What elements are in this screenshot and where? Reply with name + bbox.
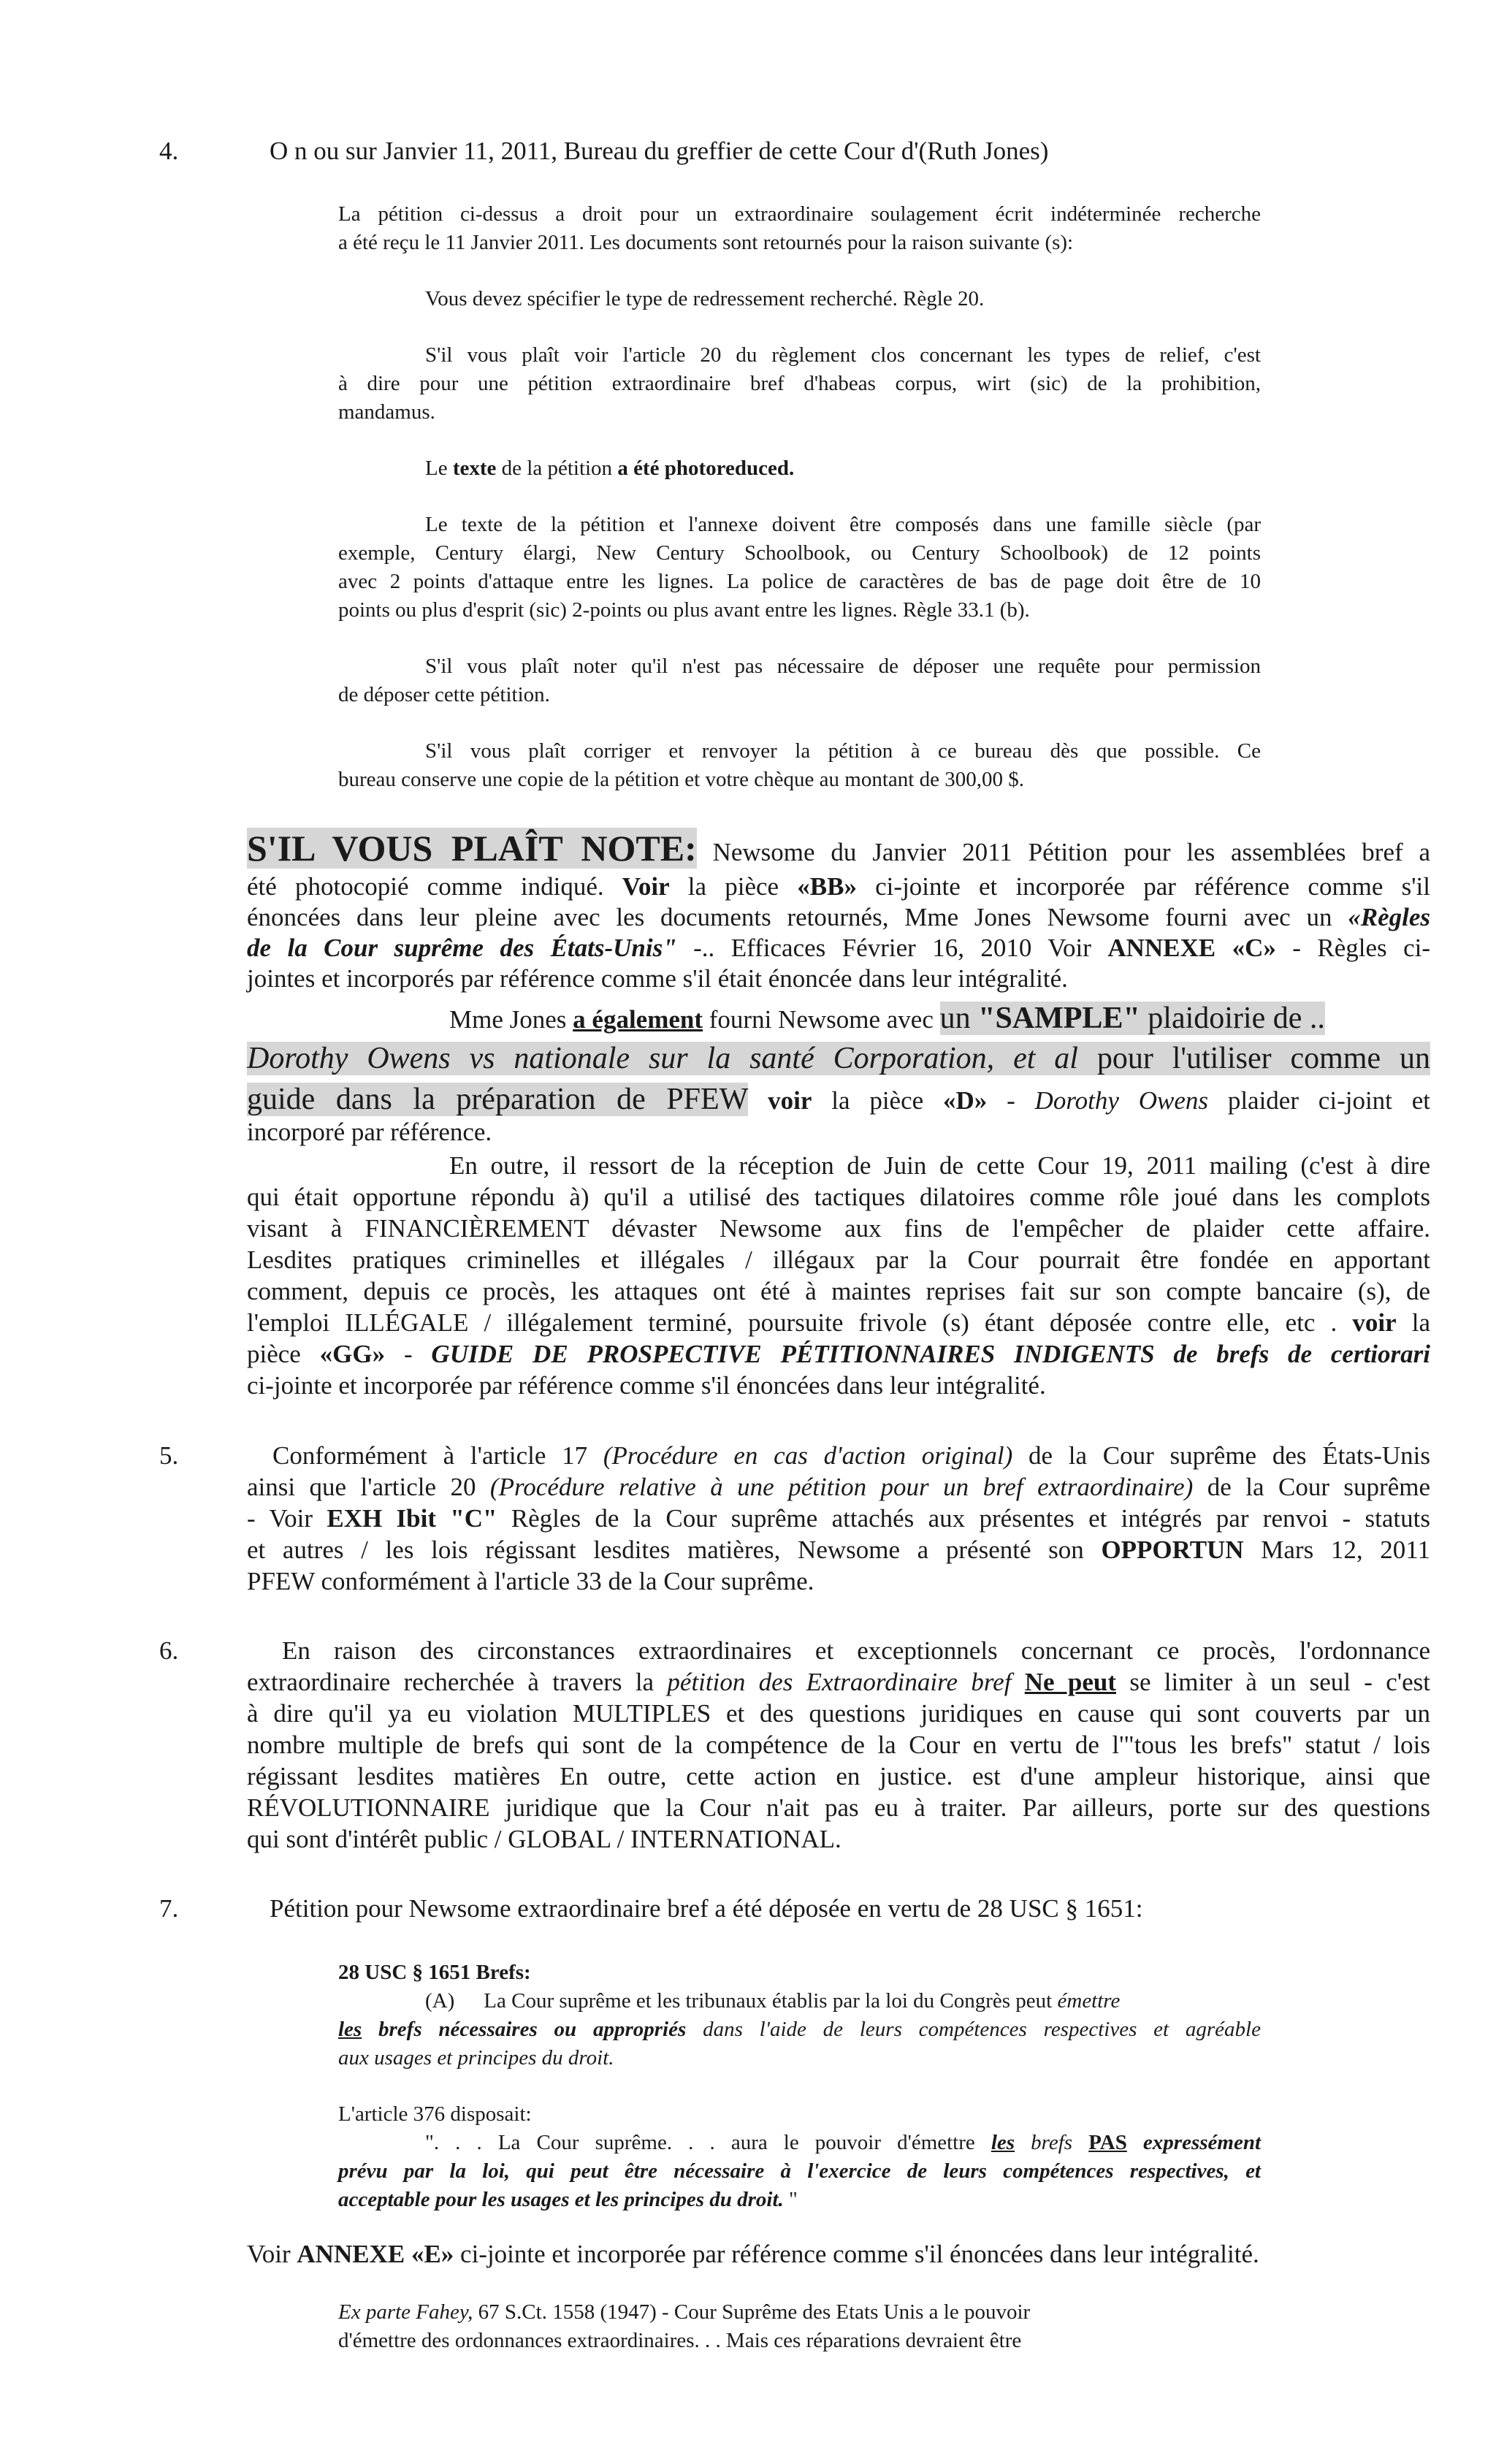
statute-line: L'article 376 disposait: [338, 2102, 532, 2126]
note-line [449, 1001, 1325, 1036]
text-run: et autres / les lois régissant lesdites matières, Newsome a présenté son [247, 1536, 1102, 1564]
case-line [338, 2300, 1030, 2324]
text-run [1011, 1668, 1024, 1696]
case-line: d'émettre des ordonnances extraordinaires. . . Mais ces réparations devraient être [338, 2329, 1022, 2352]
text-run: Newsome du Janvier 2011 Pétition pour les assemblées bref a [712, 838, 1431, 866]
letter-line: La pétition ci-dessus a droit pour un extraordinaire soulagement écrit indéterminée recherche [338, 202, 1261, 226]
statute-title: 28 USC § 1651 Brefs: [338, 1961, 531, 1984]
statute-line: aux usages et principes du droit. [338, 2046, 614, 2070]
text-run: Dorothy Owens vs nationale sur la santé Corporation, et al [247, 1042, 1078, 1075]
note-line: incorporé par référence. [247, 1118, 492, 1146]
text-run: pétition des Extraordinaire bref [667, 1668, 1012, 1696]
text-run: a également [573, 1005, 703, 1034]
text-run: voir [748, 1086, 812, 1115]
text-run: la pièce [812, 1086, 943, 1115]
text-run: ANNEXE «C» [1107, 934, 1276, 962]
text-run: brefs nécessaires ou appropriés [362, 2018, 687, 2041]
text-run: (A) [425, 1989, 455, 2013]
text-run: de la Cour suprême [1193, 1473, 1430, 1501]
text-run: les [338, 2018, 362, 2041]
see-annex-e [247, 2240, 1259, 2269]
text-run: Dorothy Owens [1034, 1086, 1208, 1115]
text-run: de la Cour suprême des États-Unis [1012, 1441, 1430, 1470]
text-run: brefs [1031, 2131, 1073, 2154]
text-run: de la Cour suprême des États-Unis" [247, 934, 677, 962]
statute-line [425, 2131, 1261, 2155]
text-run: La Cour suprême et les tribunaux établis par la loi du Congrès peut [484, 1989, 1058, 2013]
text-run: - [385, 1340, 432, 1368]
note-line [247, 1082, 1430, 1117]
text-run: Règles de la Cour suprême attachés aux présentes et intégrés par renvoi - statuts [497, 1504, 1430, 1533]
text-run [1015, 2131, 1031, 2154]
text-run: .. [1309, 1002, 1325, 1035]
note-line [247, 1041, 1430, 1076]
text-run: plaidoirie de [1140, 1002, 1310, 1035]
item-5-line: PFEW conformément à l'article 33 de la Cour suprême. [247, 1567, 814, 1595]
text-run: la [1396, 1308, 1431, 1337]
text-run: Mme Jones [449, 1005, 573, 1034]
statute-line: prévu par la loi, qui peut être nécessaire à l'exercice de leurs compétences respectives, et [338, 2159, 1261, 2183]
letter-line: de déposer cette pétition. [338, 683, 550, 706]
item-6-line: RÉVOLUTIONNAIRE juridique que la Cour n'ait pas eu à traiter. Par ailleurs, porte sur des questions [247, 1793, 1430, 1822]
text-run: GUIDE DE PROSPECTIVE PÉTITIONNAIRES INDIGENTS de brefs de certiorari [431, 1340, 1430, 1368]
text-run: la pièce [669, 872, 798, 901]
letter-line: points ou plus d'esprit (sic) 2-points ou plus avant entre les lignes. Règle 33.1 (b). [338, 598, 1030, 622]
note-line: comment, depuis ce procès, les attaques ont été à maintes reprises fait sur son compte bancaire (s), de [247, 1277, 1430, 1305]
text-run: émettre [1057, 1989, 1121, 2013]
note-line: visant à FINANCIÈREMENT dévaster Newsome aux fins de l'empêcher de plaider cette affaire. [247, 1214, 1430, 1243]
statute-line [338, 2188, 798, 2212]
text-run: «GG» [319, 1340, 386, 1368]
note-line [247, 872, 1430, 901]
text-run: Ne peut [1024, 1668, 1116, 1696]
letter-line: mandamus. [338, 400, 435, 424]
letter-line: à dire pour une pétition extraordinaire bref d'habeas corpus, wirt (sic) de la prohibition, [338, 372, 1261, 395]
text-run: ci-jointe et incorporée par référence comme s'il énoncées dans leur intégralité. [454, 2240, 1259, 2268]
text-run: acceptable pour les usages et les principes du droit. [338, 2188, 784, 2211]
text-run: OPPORTUN [1101, 1536, 1244, 1564]
text-run: Voir [622, 872, 670, 901]
text-run: PAS [1088, 2131, 1127, 2154]
text-run: ci-jointe et incorporée par référence comme s'il [856, 872, 1430, 901]
text-run: EXH Ibit "C" [327, 1504, 497, 1533]
letter-line: S'il vous plaît noter qu'il n'est pas nécessaire de déposer une requête pour permission [425, 655, 1261, 678]
item-4-heading: O n ou sur Janvier 11, 2011, Bureau du greffier de cette Cour d'(Ruth Jones) [270, 137, 1049, 165]
note-line: ci-jointe et incorporée par référence comme s'il énoncées dans leur intégralité. [247, 1371, 1046, 1400]
letter-line: Vous devez spécifier le type de redressement recherché. Règle 20. [425, 287, 985, 310]
text-run: se limiter à un seul - c'est [1116, 1668, 1430, 1696]
text-run: Voir [247, 2240, 297, 2268]
text-run: Ex parte Fahey, [338, 2300, 473, 2324]
item-5-line [247, 1536, 1430, 1565]
text-run: un [939, 1002, 979, 1035]
text-run: «Règles [1348, 903, 1430, 931]
text-run: guide dans la préparation de PFEW [247, 1083, 749, 1116]
text-run: plaider ci-joint et [1208, 1086, 1430, 1115]
item-6-line [247, 1668, 1430, 1697]
item-number-7: 7. [159, 1894, 179, 1923]
text-run: les [991, 2131, 1015, 2154]
text-run: extraordinaire recherchée à travers la [247, 1668, 668, 1696]
text-run: texte [452, 457, 497, 480]
text-run: a été photoreduced. [617, 457, 795, 480]
item-6-line: régissant lesdites matières En outre, cette action en justice. est d'une ampleur historique, ainsi que [247, 1762, 1430, 1790]
letter-line: avec 2 points d'attaque entre les lignes. La police de caractères de bas de page doit être de 10 [338, 570, 1261, 593]
text-run: 67 S.Ct. 1558 (1947) - Cour Suprême des Etats Unis a le pouvoir [473, 2300, 1031, 2324]
letter-line: Le texte de la pétition et l'annexe doivent être composés dans une famille siècle (par [425, 513, 1261, 536]
letter-line: S'il vous plaît voir l'article 20 du règlement clos concernant les types de relief, c'est [425, 343, 1261, 367]
item-number-6: 6. [159, 1636, 179, 1665]
text-run: Conformément à l'article 17 [272, 1441, 603, 1470]
text-run: expressément [1126, 2131, 1262, 2154]
note-label: S'IL VOUS PLAÎT NOTE: [247, 828, 697, 869]
text-run: de la pétition [496, 457, 618, 480]
note-line: En outre, il ressort de la réception de Juin de cette Cour 19, 2011 mailing (c'est à dire [449, 1151, 1430, 1180]
item-6-line: En raison des circonstances extraordinaires et exceptionnels concernant ce procès, l'ordonnance [282, 1636, 1430, 1665]
text-run: voir [1352, 1308, 1397, 1337]
item-7-heading: Pétition pour Newsome extraordinaire bref a été déposée en vertu de 28 USC § 1651: [270, 1894, 1143, 1923]
text-run: (Procédure en cas d'action original) [603, 1441, 1013, 1470]
note-line: jointes et incorporés par référence comme s'il était énoncée dans leur intégralité. [247, 964, 1068, 993]
item-5-line [247, 1504, 1430, 1533]
statute-line [425, 1989, 1120, 2013]
text-run: l'emploi ILLÉGALE / illégalement terminé, poursuite frivole (s) étant déposée contre elle, etc . [247, 1308, 1353, 1337]
text-run: fourni Newsome avec [703, 1005, 940, 1034]
text-run: énoncées dans leur pleine avec les documents retournés, Mme Jones Newsome fourni avec un [247, 903, 1348, 931]
note-line: qui était opportune répondu à) qu'il a utilisé des tactiques dilatoires comme rôle joué dans les complots [247, 1183, 1430, 1211]
note-line [247, 1308, 1430, 1338]
item-6-line: nombre multiple de brefs qui sont de la compétence de la Cour en vertu de l'"tous les brefs" statut / lois [247, 1731, 1430, 1759]
letter-line-photoreduced [425, 457, 794, 481]
text-run: pour l'utiliser comme un [1077, 1042, 1430, 1075]
item-6-line: à dire qu'il ya eu violation MULTIPLES et des questions juridiques en cause qui sont couverts par un [247, 1699, 1430, 1728]
text-run: " [783, 2188, 798, 2211]
text-run: «BB» [797, 872, 857, 901]
text-run: ainsi que l'article 20 [247, 1473, 490, 1501]
item-6-line: qui sont d'intérêt public / GLOBAL / INTERNATIONAL. [247, 1825, 842, 1853]
note-line [247, 903, 1430, 932]
note-line: Lesdites pratiques criminelles et illégales / illégaux par la Cour pourrait être fondée en apportant [247, 1246, 1430, 1274]
text-run: Mars 12, 2011 [1243, 1536, 1430, 1564]
text-run: Le [425, 457, 453, 480]
text-run: - Voir [247, 1504, 327, 1533]
text-run: - [987, 1086, 1035, 1115]
statute-line [338, 2018, 1261, 2042]
text-run: ANNEXE «E» [297, 2240, 454, 2268]
item-5-line [247, 1473, 1430, 1502]
text-run: «D» [942, 1086, 988, 1115]
item-5-line [272, 1441, 1430, 1471]
letter-line: exemple, Century élargi, New Century Schoolbook, ou Century Schoolbook) de 12 points [338, 541, 1261, 565]
note-line [247, 1340, 1430, 1369]
text-run: dans l'aide de leurs compétences respectives et agréable [686, 2018, 1261, 2041]
letter-line: a été reçu le 11 Janvier 2011. Les documents sont retournés pour la raison suivante (s): [338, 231, 1074, 254]
letter-line: bureau conserve une copie de la pétition et votre chèque au montant de 300,00 $. [338, 768, 1024, 791]
text-run: été photocopié comme indiqué. [247, 872, 622, 901]
letter-line: S'il vous plaît corriger et renvoyer la pétition à ce bureau dès que possible. Ce [425, 739, 1261, 763]
text-run [1072, 2131, 1088, 2154]
item-number-4: 4. [159, 137, 179, 165]
text-run: - Règles ci- [1275, 934, 1431, 962]
text-run: ". . . La Cour suprême. . . aura le pouvoir d'émettre [425, 2131, 991, 2154]
note-line [247, 934, 1430, 963]
text-run: -.. Efficaces Février 16, 2010 Voir [676, 934, 1108, 962]
text-run: (Procédure relative à une pétition pour un bref extraordinaire) [489, 1473, 1194, 1501]
text-run: "SAMPLE" [978, 1002, 1140, 1035]
text-run: pièce [247, 1340, 320, 1368]
note-line-1 [247, 827, 1430, 869]
item-number-5: 5. [159, 1441, 179, 1470]
